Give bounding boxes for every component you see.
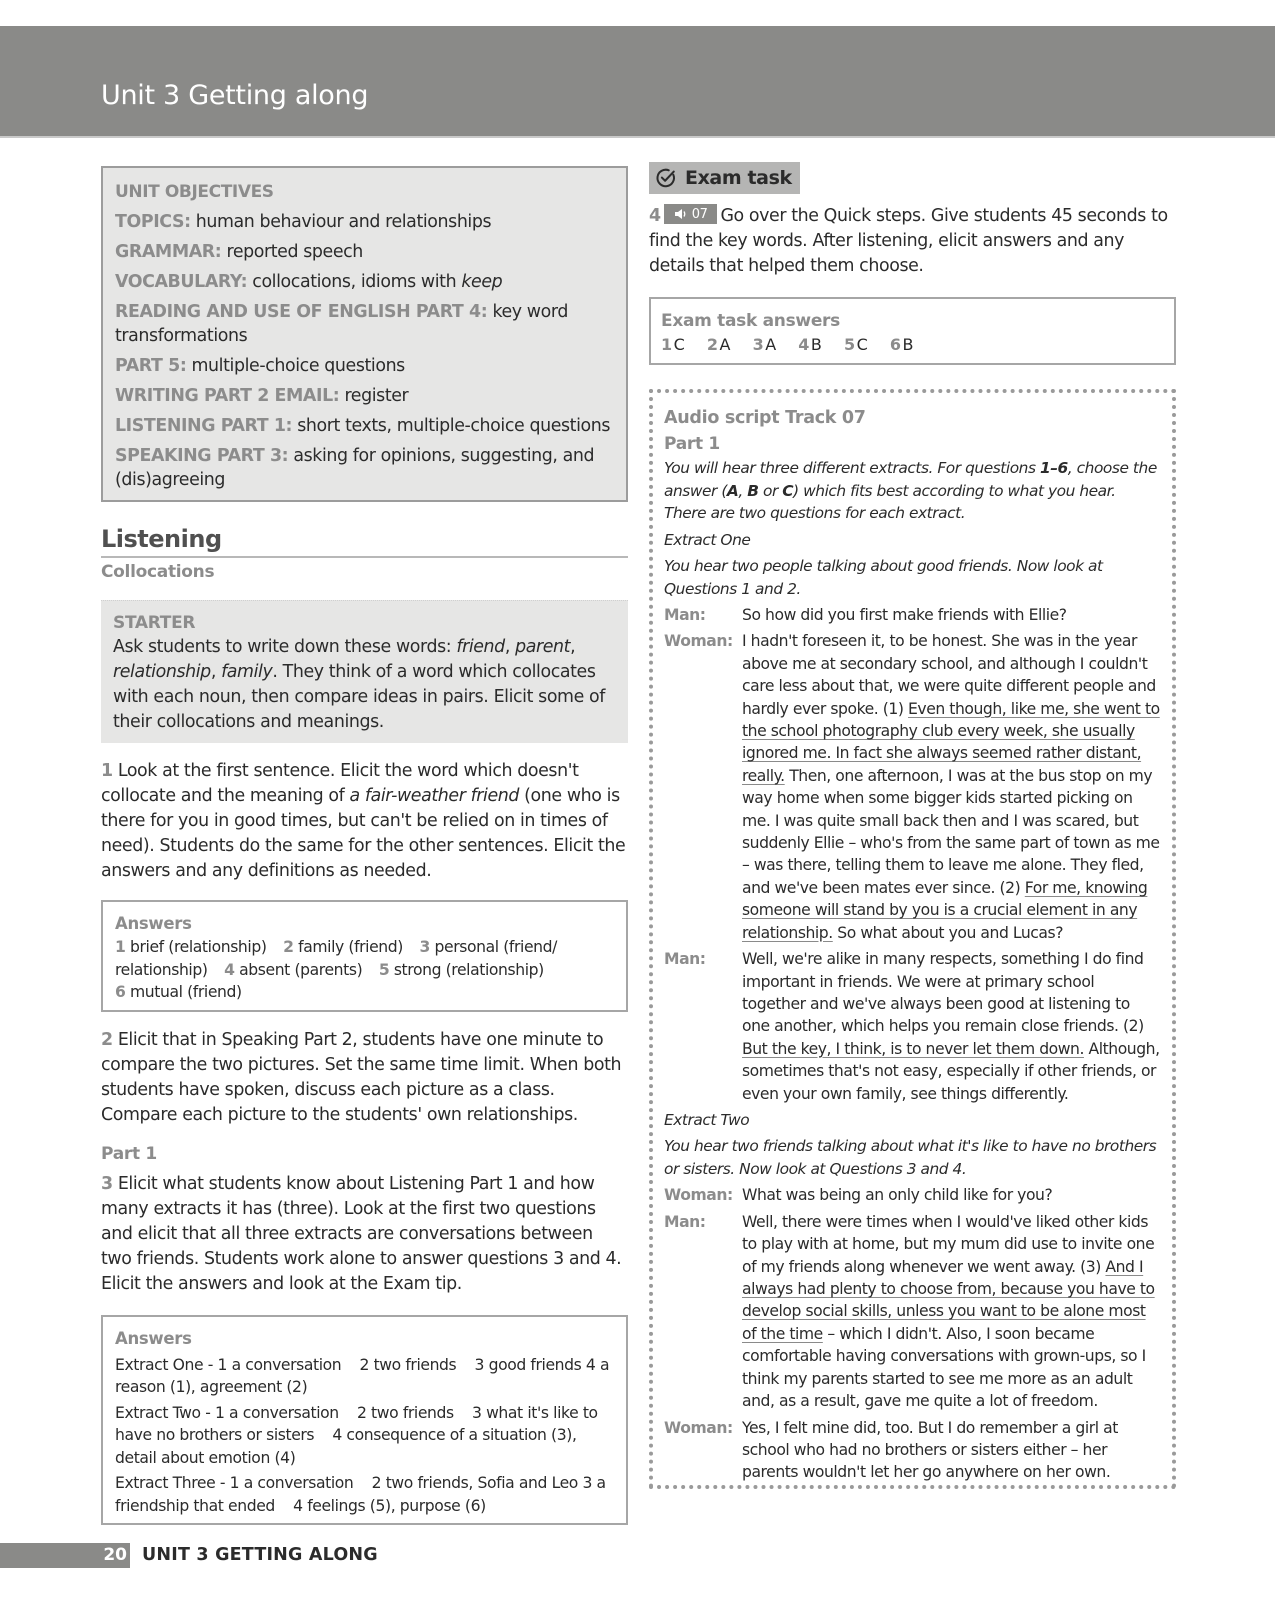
audio-track-button[interactable]: 07 — [664, 204, 718, 224]
speaker-label: Woman: — [664, 632, 733, 651]
answers-heading: Answers — [115, 914, 192, 933]
objective-part5: PART 5: multiple-choice questions — [115, 356, 405, 376]
speaker-label: Man: — [664, 606, 706, 624]
section-title-listening: Listening — [101, 525, 222, 553]
right-column — [649, 162, 1176, 1489]
left-column — [101, 166, 628, 1525]
audio-script-part: Part 1 — [664, 434, 720, 454]
underlined-answer-evidence: But the key, I think, is to never let them down. — [742, 1039, 1084, 1058]
speaker-label: Woman: — [664, 1186, 733, 1205]
underlined-answer-evidence: Even though, like me, she went to the school photography club every week, she usually ignored me. In fact she always seemed rather distant, really. — [742, 699, 1160, 785]
objective-listening: LISTENING PART 1: short texts, multiple-choice questions — [115, 416, 611, 436]
speech-text: I hadn't foreseen it, to be honest. She was in the year above me at secondary school, and although I couldn't care less about that, we were quite different people and hardly ever spoke. (1) Even though, like me, she went to the school photography club every week, she usually ignored me. In fact she always seemed rather distant, really. Then, one afternoon, I was at the bus stop on my way home when some bigger kids started picking on me. I was quite small back then and I was scared, but suddenly Ellie – who's from the same part of town as me – was there, telling them to leave me alone. They fled, and we've been mates ever since. (2) For me, knowing someone will stand by you is a crucial element in any relationship. So what about you and Lucas? — [742, 632, 1160, 942]
exam-task-label: Exam task — [685, 167, 792, 189]
answers-extract-three: Extract Three - 1 a conversation 2 two friends, Sofia and Leo 3 a friendship that ended 4 feelings (5), purpose (6) — [115, 1474, 611, 1515]
answers-heading: Answers — [115, 1328, 192, 1348]
dialogue-turn — [664, 1417, 1160, 1484]
dialogue-turn — [664, 630, 1160, 944]
audio-script-instructions: You will hear three different extracts. For questions 1–6, choose the answer (A, B or C) which fits best according to what you hear. There are two questions for each extract. — [664, 459, 1157, 522]
exam-answers-heading: Exam task answers — [661, 311, 840, 331]
answers-box-step1 — [101, 900, 628, 1012]
running-title: UNIT 3 GETTING ALONG — [142, 1545, 378, 1565]
dialogue-turn — [664, 948, 1160, 1105]
unit-objectives-heading: UNIT OBJECTIVES — [115, 182, 274, 202]
speaker-label: Woman: — [664, 1418, 733, 1437]
objective-reading: READING AND USE OF ENGLISH PART 4: key word transformations — [115, 302, 568, 346]
section-subtitle: Collocations — [101, 562, 215, 582]
answers-box-step3 — [101, 1315, 628, 1526]
speech-text: Well, we're alike in many respects, something I do find important in friends. We were at primary school together and we've always been good at listening to one another, which helps you remain close friends. (2) But the key, I think, is to never let them down. Although, sometimes that's not easy, especially if other friends, or even your own family, see things differently. — [742, 950, 1160, 1103]
extract-one-title: Extract One — [664, 530, 751, 549]
objective-vocabulary: VOCABULARY: collocations, idioms with keep — [115, 272, 503, 292]
answers-extract-one: Extract One - 1 a conversation 2 two friends 3 good friends 4 a reason (1), agreement (2) — [115, 1355, 614, 1396]
answers-extract-two: Extract Two - 1 a conversation 2 two friends 3 what it's like to have no brothers or sisters 4 consequence of a situation (3), detail about emotion (4) — [115, 1403, 603, 1467]
step-1-text: 1 Look at the first sentence. Elicit the word which doesn't collocate and the meaning of a fair-weather friend (one who is there for you in good times, but can't be relied on in times of need). Students do the same for the other sentences. Elicit the answers and any definitions as needed. — [101, 761, 626, 881]
dialogue-turn — [664, 1211, 1160, 1413]
dialogue-turn — [664, 604, 1160, 626]
speaker-label: Man: — [664, 1212, 706, 1231]
section-divider — [101, 556, 628, 558]
speech-text: Yes, I felt mine did, too. But I do remember a girl at school who had no brothers or sisters either – her parents wouldn't let her go anywhere on her own. — [742, 1418, 1118, 1482]
page-title: Unit 3 Getting along — [101, 80, 369, 111]
step-2-text: 2 Elicit that in Speaking Part 2, students have one minute to compare the two pictures. Set the same time limit. When both students have spoken, discuss each picture as a class. Compare each picture to the students' own relationships. — [101, 1029, 622, 1125]
speech-text: So how did you first make friends with Ellie? — [742, 606, 1067, 624]
page-number: 20 — [103, 1545, 127, 1565]
unit-objectives-box — [101, 166, 628, 502]
underlined-answer-evidence: For me, knowing someone will stand by you is a crucial element in any relationship. — [742, 878, 1148, 942]
part-1-heading: Part 1 — [101, 1143, 157, 1164]
speaker-label: Man: — [664, 950, 706, 969]
step-3-text: 3 Elicit what students know about Listening Part 1 and how many extracts it has (three). Look at the first two questions and elicit that all three extracts are conversations between two friends. Students work alone to answer questions 3 and 4. Elicit the answers and look at the Exam tip. — [101, 1173, 622, 1294]
starter-box — [101, 600, 628, 743]
exam-task-answers-box — [649, 297, 1176, 365]
speech-text: Well, there were times when I would've liked other kids to play with at home, but my mum did use to invite one of my friends along whenever we went away. (3) And I always had plenty to choose from, because you have to develop social skills, unless you want to be alone most of the time – which I didn't. Also, I soon became comfortable having conversations with grown-ups, so I think my parents started to see me more as an adult and, as a result, gave me quite a lot of freedom. — [742, 1212, 1155, 1411]
speech-text: What was being an only child like for you? — [742, 1186, 1053, 1205]
dialogue-turn — [664, 1184, 1160, 1206]
extract-one-intro: You hear two people talking about good friends. Now look at Questions 1 and 2. — [664, 557, 1103, 598]
starter-heading: STARTER — [113, 613, 196, 633]
speaker-icon — [674, 208, 688, 220]
objective-writing: WRITING PART 2 EMAIL: register — [115, 386, 409, 406]
underlined-answer-evidence: And I always had plenty to choose from, because you have to develop social skills, unless you want to be alone most of the time — [742, 1257, 1155, 1343]
objective-topics: TOPICS: human behaviour and relationships — [115, 212, 492, 232]
exam-task-tag — [649, 162, 800, 194]
extract-two-intro: You hear two friends talking about what it's like to have no brothers or sisters. Now look at Questions 3 and 4. — [664, 1137, 1157, 1178]
step-4-text: 4 07 Go over the Quick steps. Give students 45 seconds to find the key words. After listening, elicit answers and any details that helped them choose. — [649, 206, 1168, 276]
check-circle-icon — [655, 167, 677, 189]
answers-list: 1 brief (relationship) 2 family (friend) 3 personal (friend/ relationship) 4 absent (parents) 5 strong (relationship) 6 mutual (friend) — [115, 938, 557, 1001]
starter-text: Ask students to write down these words: friend, parent, relationship, family. They think of a word which collocates with each noun, then compare ideas in pairs. Elicit some of their collocations and meanings. — [113, 637, 605, 732]
objective-grammar: GRAMMAR: reported speech — [115, 242, 363, 262]
header-band — [0, 26, 1275, 138]
audio-script-title: Audio script Track 07 — [664, 408, 866, 428]
objective-speaking: SPEAKING PART 3: asking for opinions, suggesting, and (dis)agreeing — [115, 446, 595, 490]
audio-script-box — [649, 389, 1176, 1489]
exam-answers-list: 1C 2A 3A 4B 5C 6B — [661, 335, 916, 354]
extract-two-title: Extract Two — [664, 1110, 750, 1129]
